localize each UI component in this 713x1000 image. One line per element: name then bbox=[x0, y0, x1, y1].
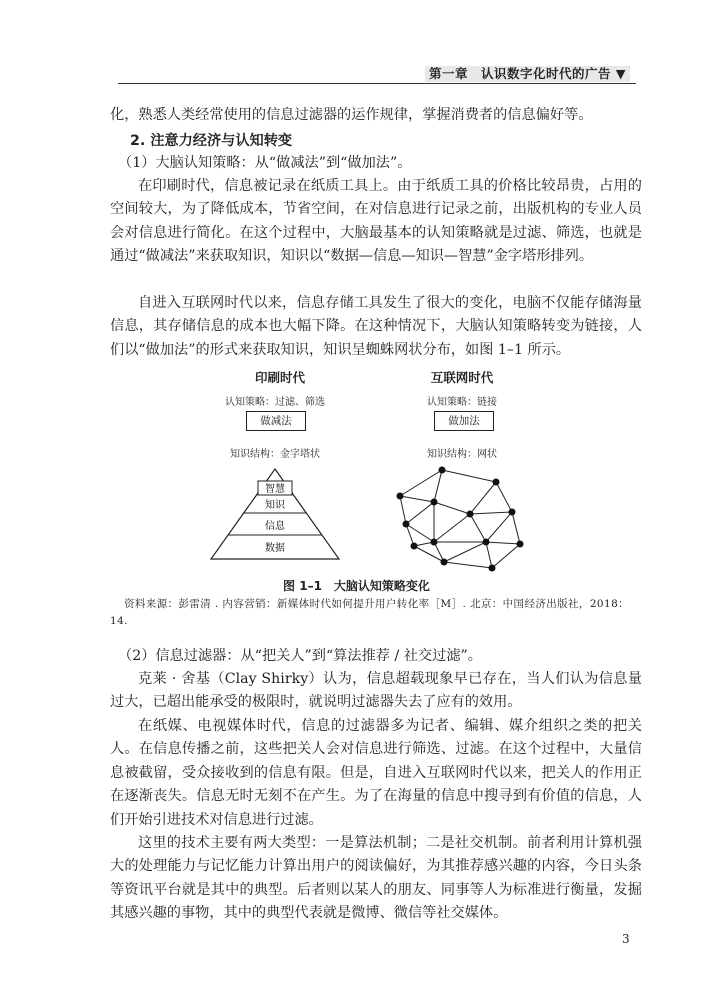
pyramid-level-wisdom: 智慧 bbox=[265, 484, 285, 495]
subheading-2: （2）信息过滤器：从“把关人”到“算法推荐 / 社交过滤”。 bbox=[118, 648, 482, 664]
chapter-title: 第一章 认识数字化时代的广告 ▼ bbox=[425, 66, 630, 82]
network-node bbox=[489, 565, 496, 572]
pyramid-level-information: 信息 bbox=[265, 521, 285, 532]
paragraph-4: 在纸媒、电视媒体时代，信息的过滤器多为记者、编辑、媒介组织之类的把关人。在信息传播之前，这些把关人会对信息进行筛选、过滤。在这个过程中，大量信息被截留，受众接收到的信息有限。但是，自进入互联网时代以来，把关人的作用正在逐渐丧失。信息无时无刻不在产生。为了在海量的信息中搜寻到有价值的信息，人们开始引进技术对信息进行过滤。 bbox=[110, 718, 642, 828]
figure-source: 资料来源：彭雷清 . 内容营销：新媒体时代如何提升用户转化率［M］. 北京：中国经济出版社，2018：14. bbox=[110, 598, 630, 627]
running-header bbox=[118, 66, 636, 84]
figure-caption: 图 1–1 大脑认知策略变化 bbox=[283, 579, 430, 593]
figure-left-strategy: 认知策略：过滤、筛选 bbox=[225, 397, 325, 408]
section-heading: 2. 注意力经济与认知转变 bbox=[130, 133, 293, 149]
pyramid-level-knowledge: 知识 bbox=[265, 500, 285, 511]
network-node bbox=[403, 521, 410, 528]
figure-right-structure: 知识结构：网状 bbox=[427, 449, 497, 460]
network-node bbox=[397, 493, 404, 500]
paragraph-1: 在印刷时代，信息被记录在纸质工具上。由于纸质工具的价格比较昂贵，占用的空间较大，为了降低成本，节省空间，在对信息进行记录之前，出版机构的专业人员会对信息进行简化。在这个过程中，大脑最基本的认知策略就是过滤、筛选，也就是通过“做减法”来获取知识，知识以“数据—信息—知识—智慧”金字塔形排列。 bbox=[110, 178, 642, 265]
network-node bbox=[493, 479, 500, 486]
figure-right-title: 互联网时代 bbox=[430, 370, 494, 385]
figure-left-title: 印刷时代 bbox=[254, 370, 305, 385]
figure-left-box: 做减法 bbox=[246, 411, 306, 431]
network-node bbox=[483, 539, 490, 546]
paragraph-5: 这里的技术主要有两大类型：一是算法机制；二是社交机制。前者利用计算机强大的处理能力与记忆能力计算出用户的阅读偏好，为其推荐感兴趣的内容，今日头条等资讯平台就是其中的典型。后者则以某人的朋友、同事等人为标准进行衡量，发掘其感兴趣的事物，其中的典型代表就是微博、微信等社交媒体。 bbox=[110, 835, 642, 922]
network-node bbox=[431, 539, 438, 546]
figure-left-structure: 知识结构：金字塔状 bbox=[230, 449, 320, 460]
figure-right-strategy: 认知策略：链接 bbox=[427, 397, 497, 408]
network-diagram bbox=[390, 462, 530, 574]
network-node bbox=[441, 559, 448, 566]
subheading-1: （1）大脑认知策略：从“做减法”到“做加法”。 bbox=[118, 155, 412, 171]
figure-right-box: 做加法 bbox=[434, 411, 494, 431]
network-node bbox=[467, 511, 474, 518]
network-node bbox=[517, 541, 524, 548]
pyramid-level-data: 数据 bbox=[265, 543, 285, 554]
network-node bbox=[411, 543, 418, 550]
network-node bbox=[439, 467, 446, 474]
pyramid-diagram bbox=[205, 467, 345, 563]
page-number: 3 bbox=[622, 932, 630, 946]
network-node bbox=[431, 499, 438, 506]
paragraph-continued: 化，熟悉人类经常使用的信息过滤器的运作规律，掌握消费者的信息偏好等。 bbox=[110, 107, 593, 123]
network-node bbox=[509, 509, 516, 516]
paragraph-2: 自进入互联网时代以来，信息存储工具发生了很大的变化，电脑不仅能存储海量信息，其存储信息的成本也大幅下降。在这种情况下，大脑认知策略转变为链接，人们以“做加法”的形式来获取知识，知识呈蜘蛛网状分布，如图 1–1 所示。 bbox=[110, 295, 642, 358]
paragraph-3: 克莱 · 舍基（Clay Shirky）认为，信息超载现象早已存在，当人们认为信息量过大，已超出能承受的极限时，就说明过滤器失去了应有的效用。 bbox=[110, 671, 642, 711]
